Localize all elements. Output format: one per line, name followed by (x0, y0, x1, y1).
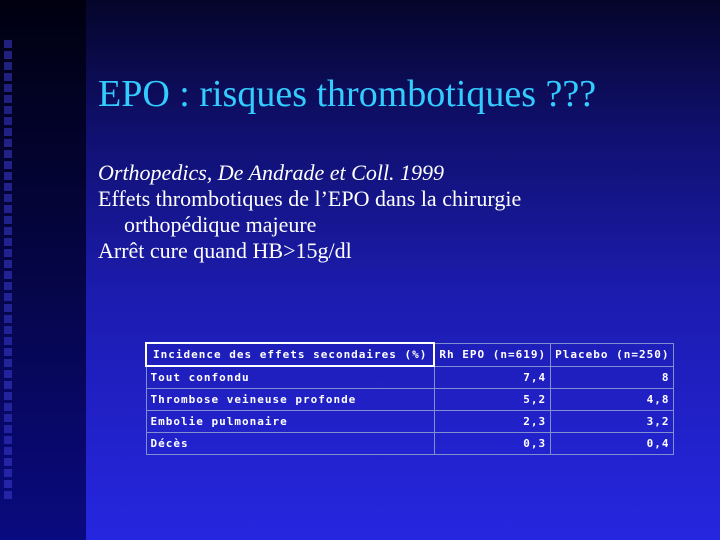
table-cell-value: 4,8 (551, 389, 674, 411)
table-cell-label: Tout confondu (146, 366, 434, 389)
table-row (146, 389, 674, 411)
table-header-row (146, 343, 674, 366)
table-cell-label: Embolie pulmonaire (146, 411, 434, 433)
decor-squares (4, 40, 20, 499)
table-cell-label: Décès (146, 433, 434, 455)
table-cell-value: 2,3 (434, 411, 550, 433)
body-line-effects-cont: orthopédique majeure (124, 212, 317, 237)
slide-title: EPO : risques thrombotiques ??? (98, 73, 597, 115)
table-header: Placebo (n=250) (551, 343, 674, 366)
table-cell-value: 0,4 (551, 433, 674, 455)
side-effects-table (145, 342, 674, 455)
table-cell-value: 0,3 (434, 433, 550, 455)
slide-body (98, 160, 698, 264)
table-cell-value: 3,2 (551, 411, 674, 433)
table-row (146, 366, 674, 389)
table-row (146, 433, 674, 455)
table-cell-value: 7,4 (434, 366, 550, 389)
table-cell-value: 5,2 (434, 389, 550, 411)
table-header: Rh EPO (n=619) (434, 343, 550, 366)
citation-line: Orthopedics, De Andrade et Coll. 1999 (98, 160, 445, 185)
body-line-stop: Arrêt cure quand HB>15g/dl (98, 238, 352, 263)
table-header: Incidence des effets secondaires (%) (146, 343, 434, 366)
table-cell-value: 8 (551, 366, 674, 389)
left-decor-band (0, 0, 86, 540)
table-row (146, 411, 674, 433)
body-line-effects: Effets thrombotiques de l’EPO dans la chirurgie (98, 186, 522, 211)
table-cell-label: Thrombose veineuse profonde (146, 389, 434, 411)
